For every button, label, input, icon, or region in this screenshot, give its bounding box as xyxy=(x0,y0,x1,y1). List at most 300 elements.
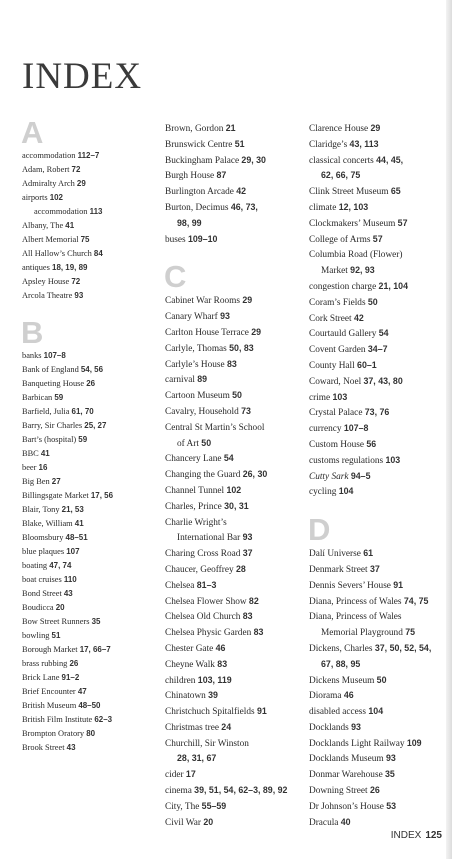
index-entry xyxy=(165,799,300,815)
entry-pages: 102 xyxy=(49,193,63,202)
entry-term: Chelsea Flower Show xyxy=(165,596,249,607)
index-entry xyxy=(165,483,300,499)
entry-term: Courtauld Gallery xyxy=(309,329,379,340)
entry-term: British Museum xyxy=(22,701,79,710)
entry-term: Cutty Sark xyxy=(309,471,351,482)
entry-term: Civil War xyxy=(165,817,204,828)
index-entry xyxy=(309,720,449,736)
index-entry xyxy=(165,720,300,736)
entry-pages: 27 xyxy=(51,477,61,486)
index-entry xyxy=(309,295,449,311)
entry-term: Brunswick Centre xyxy=(165,139,235,150)
entry-term: banks xyxy=(22,351,44,360)
entry-term: Admiralty Arch xyxy=(22,179,77,188)
index-entry xyxy=(22,517,157,531)
index-entry xyxy=(309,405,449,421)
index-entry xyxy=(309,562,449,578)
entry-pages: 17, 66–7 xyxy=(79,645,111,654)
entry-term: cider xyxy=(165,770,186,781)
entry-pages: 50 xyxy=(232,390,242,401)
entry-term: Brown, Gordon xyxy=(165,124,226,134)
index-entry xyxy=(22,475,157,489)
index-entry xyxy=(165,293,300,309)
entry-term: bowling xyxy=(22,631,52,640)
entry-term: Dennis Severs’ House xyxy=(309,580,394,591)
entry-term: Bart’s (hospital) xyxy=(22,435,79,444)
entry-term: antiques xyxy=(22,263,53,272)
entry-pages: 109 xyxy=(406,737,422,748)
entry-pages: 26 xyxy=(69,659,79,668)
entry-term: Banqueting House xyxy=(22,379,87,388)
index-subentry xyxy=(309,263,449,279)
entry-term: Dracula xyxy=(309,817,341,828)
entry-term: Denmark Street xyxy=(309,564,370,575)
entry-pages: 41 xyxy=(65,221,75,230)
entry-pages: 94–5 xyxy=(350,470,371,481)
index-entry xyxy=(165,736,300,752)
section-letter-b: B xyxy=(21,315,44,350)
entry-term: Docklands xyxy=(309,722,352,733)
index-entry xyxy=(22,149,157,163)
entry-pages: 92, 93 xyxy=(350,265,375,276)
entry-pages: 43, 113 xyxy=(349,138,379,149)
entry-term: boating xyxy=(22,561,50,570)
entry-term: climate xyxy=(309,202,339,213)
index-entry xyxy=(309,484,449,500)
index-entry xyxy=(165,341,300,357)
entry-pages: 50 xyxy=(376,674,387,685)
entry-pages: 46 xyxy=(343,690,354,701)
index-entry xyxy=(309,358,449,374)
index-entry xyxy=(22,219,157,233)
entry-pages: 34–7 xyxy=(367,344,388,355)
index-entry xyxy=(165,388,300,404)
entry-pages: 42 xyxy=(236,186,247,197)
entry-term: currency xyxy=(309,424,344,435)
entry-pages: 112–7 xyxy=(77,151,100,160)
entry-term: Carlton House Terrace xyxy=(165,327,252,338)
index-entry xyxy=(22,289,157,303)
entry-pages: 39 xyxy=(208,690,218,701)
entry-pages: 56 xyxy=(366,438,377,449)
entry-term: carnival xyxy=(165,375,198,386)
index-subentry xyxy=(309,625,449,641)
index-entry xyxy=(165,325,300,341)
entry-term: Market xyxy=(321,266,351,277)
entry-term: Blake, William xyxy=(22,519,75,528)
index-column-3 xyxy=(309,121,449,830)
entry-term: Carlyle, Thomas xyxy=(165,343,230,354)
entry-term: accommodation xyxy=(34,207,90,216)
entry-pages: 42 xyxy=(353,312,364,323)
entry-term: Albany, The xyxy=(22,221,66,230)
index-entry xyxy=(309,311,449,327)
entry-pages: 62–3 xyxy=(94,715,113,724)
entry-pages: 109–10 xyxy=(187,233,218,244)
entry-pages: 91 xyxy=(393,579,404,590)
index-subentry xyxy=(309,657,449,673)
index-entry xyxy=(309,232,449,248)
entry-pages: 83 xyxy=(253,627,264,638)
entry-term: Downing Street xyxy=(309,786,370,797)
entry-pages: 54 xyxy=(378,328,389,339)
index-entry xyxy=(22,671,157,685)
entry-term: Changing the Guard xyxy=(165,470,243,481)
entry-term: All Hallow’s Church xyxy=(22,249,94,258)
entry-term: Bond Street xyxy=(22,589,64,598)
entry-pages: 43 xyxy=(63,589,73,598)
index-entry xyxy=(309,184,449,200)
index-entry xyxy=(165,688,300,704)
index-entry xyxy=(22,419,157,433)
index-entry xyxy=(165,609,300,625)
index-entry xyxy=(22,247,157,261)
entry-pages: 43 xyxy=(66,743,76,752)
index-entry xyxy=(309,137,449,153)
index-entry xyxy=(309,437,449,453)
entry-term: College of Arms xyxy=(309,234,373,245)
entry-term: Docklands Light Railway xyxy=(309,738,407,749)
index-column-2 xyxy=(165,121,300,830)
index-entry xyxy=(22,727,157,741)
index-entry xyxy=(22,601,157,615)
entry-pages: 18, 19, 89 xyxy=(52,263,88,272)
entry-term: Buckingham Palace xyxy=(165,155,242,166)
entry-term: Covent Garden xyxy=(309,345,368,356)
index-entry xyxy=(165,137,300,153)
index-subentry xyxy=(165,436,300,452)
entry-pages: 30, 31 xyxy=(224,500,249,511)
index-entry xyxy=(22,177,157,191)
entry-term: Bloomsbury xyxy=(22,533,66,542)
index-entry xyxy=(22,545,157,559)
index-entry xyxy=(22,629,157,643)
index-subentry xyxy=(309,168,449,184)
entry-pages: 73, 76 xyxy=(364,407,390,418)
entry-term: Burgh House xyxy=(165,171,217,182)
entry-pages: 82 xyxy=(248,595,259,606)
entry-pages: 29 xyxy=(370,123,381,133)
index-entry xyxy=(309,421,449,437)
entry-term: Blair, Tony xyxy=(22,505,62,514)
entry-pages: 103 xyxy=(332,391,348,402)
index-entry xyxy=(22,447,157,461)
index-column-1 xyxy=(22,117,157,755)
entry-pages: 48–50 xyxy=(78,701,101,710)
entry-pages: 35 xyxy=(91,617,101,626)
entry-term: Arcola Theatre xyxy=(22,291,75,300)
entry-term: Brief Encounter xyxy=(22,687,78,696)
entry-pages: 91–2 xyxy=(61,673,80,682)
index-entry xyxy=(165,673,300,689)
entry-term: Brook Street xyxy=(22,743,67,752)
index-entry xyxy=(165,641,300,657)
entry-term: British Film Institute xyxy=(22,715,95,724)
entry-pages: 103, 119 xyxy=(197,674,232,685)
entry-term: Clarence House xyxy=(309,124,371,134)
entry-term: cycling xyxy=(309,487,339,498)
index-entry xyxy=(309,546,449,562)
index-entry xyxy=(309,326,449,342)
entry-term: Dr Johnson’s House xyxy=(309,801,387,812)
entry-term: Channel Tunnel xyxy=(165,485,227,496)
entry-pages: 74, 75 xyxy=(403,595,429,606)
entry-pages: 26, 30 xyxy=(242,469,268,480)
entry-term: Bow Street Runners xyxy=(22,617,92,626)
entry-pages: 29 xyxy=(242,295,253,306)
entry-term: boat cruises xyxy=(22,575,64,584)
index-entry xyxy=(22,657,157,671)
entry-pages: 20 xyxy=(55,603,65,612)
entry-term: Charing Cross Road xyxy=(165,549,243,560)
entry-pages: 16 xyxy=(38,463,48,472)
entry-term: Cork Street xyxy=(309,313,354,324)
entry-pages: 53 xyxy=(386,800,397,811)
entry-term: beer xyxy=(22,463,39,472)
index-entry xyxy=(22,233,157,247)
entry-term: accommodation xyxy=(22,151,78,160)
index-entry xyxy=(165,309,300,325)
entry-pages: 47 xyxy=(77,687,87,696)
entry-term: Diana, Princess of Wales xyxy=(309,612,402,623)
entry-pages: 46 xyxy=(215,642,226,653)
index-entry xyxy=(309,609,449,625)
entry-pages: 93 xyxy=(74,291,84,300)
entry-pages: 61, 70 xyxy=(71,407,94,416)
index-entry xyxy=(165,578,300,594)
entry-term: International Bar xyxy=(177,533,243,544)
page-title: INDEX xyxy=(22,56,143,97)
index-entry xyxy=(165,121,300,137)
index-entry xyxy=(165,467,300,483)
index-entry xyxy=(22,741,157,755)
index-entry xyxy=(22,559,157,573)
entry-term: Adam, Robert xyxy=(22,165,72,174)
entry-term: Dickens Museum xyxy=(309,675,377,686)
entry-pages: 55–59 xyxy=(201,800,227,811)
index-entry xyxy=(22,643,157,657)
index-entry xyxy=(309,453,449,469)
index-entry xyxy=(22,573,157,587)
entry-pages: 54 xyxy=(223,453,234,464)
entry-pages: 35 xyxy=(385,769,395,780)
entry-pages: 21, 104 xyxy=(378,280,409,291)
index-entry xyxy=(309,216,449,232)
index-entry xyxy=(309,688,449,704)
index-entry xyxy=(309,673,449,689)
index-entry xyxy=(22,685,157,699)
entry-pages: 102 xyxy=(226,484,242,495)
entry-term: Barbican xyxy=(22,393,55,402)
entry-pages: 83 xyxy=(242,611,253,622)
index-entry xyxy=(22,275,157,289)
index-entry xyxy=(22,587,157,601)
entry-pages: 72 xyxy=(71,277,81,286)
entry-term: Donmar Warehouse xyxy=(309,770,386,781)
index-entry xyxy=(165,783,300,799)
entry-term: Coram’s Fields xyxy=(309,297,368,308)
entry-pages: 73 xyxy=(241,405,251,416)
index-entry xyxy=(22,163,157,177)
entry-pages: 50 xyxy=(201,437,212,448)
index-entry xyxy=(165,594,300,610)
entry-pages: 59 xyxy=(54,393,64,402)
entry-pages: 57 xyxy=(397,217,408,228)
entry-pages: 41 xyxy=(40,449,50,458)
entry-pages: 104 xyxy=(368,706,384,717)
entry-pages: 24 xyxy=(221,721,232,732)
entry-pages: 107–8 xyxy=(43,351,66,360)
entry-term: City, The xyxy=(165,801,202,812)
section-letter-d: D xyxy=(308,512,331,548)
entry-term: disabled access xyxy=(309,707,369,718)
entry-term: Chelsea Physic Garden xyxy=(165,628,254,639)
entry-term: cinema xyxy=(165,786,195,797)
entry-pages: 84 xyxy=(93,249,103,258)
index-entry xyxy=(22,615,157,629)
entry-term: Cabinet War Rooms xyxy=(165,296,243,307)
index-entry xyxy=(165,372,300,388)
entry-pages: 50 xyxy=(367,296,378,307)
index-entry xyxy=(22,433,157,447)
entry-pages: 29 xyxy=(76,179,86,188)
index-entry xyxy=(309,751,449,767)
entry-pages: 93 xyxy=(242,532,253,543)
entry-pages: 44, 45, xyxy=(376,154,404,165)
entry-pages: 41 xyxy=(74,519,84,528)
entry-pages: 83 xyxy=(217,658,228,669)
index-entry xyxy=(165,168,300,184)
entry-pages: 47, 74 xyxy=(49,561,72,570)
index-entry xyxy=(309,799,449,815)
entry-pages: 72 xyxy=(71,165,81,174)
footer-label: INDEX xyxy=(390,830,422,841)
entry-pages: 89 xyxy=(197,374,208,385)
entry-term: Burton, Decimus xyxy=(165,202,231,213)
index-entry xyxy=(165,625,300,641)
entry-pages: 93 xyxy=(351,721,361,732)
entry-term: Dalí Universe xyxy=(309,549,364,560)
entry-term: Charles, Prince xyxy=(165,501,225,512)
entry-term: customs regulations xyxy=(309,455,386,466)
entry-term: congestion charge xyxy=(309,281,379,292)
entry-term: Chelsea xyxy=(165,580,197,591)
entry-term: Crystal Palace xyxy=(309,408,365,419)
entry-pages: 17 xyxy=(185,769,196,780)
entry-term: Chester Gate xyxy=(165,643,216,654)
entry-term: Coward, Noel xyxy=(309,376,364,387)
entry-pages: 104 xyxy=(338,486,354,497)
entry-term: Chelsea Old Church xyxy=(165,612,243,623)
entry-term: Barfield, Julia xyxy=(22,407,72,416)
section-letter-c: C xyxy=(164,259,187,295)
entry-term: Albert Memorial xyxy=(22,235,81,244)
entry-term: Churchill, Sir Winston xyxy=(165,738,249,749)
entry-pages: 98, 99 xyxy=(177,217,202,228)
entry-pages: 37 xyxy=(242,548,253,559)
index-entry xyxy=(165,767,300,783)
entry-pages: 21 xyxy=(225,123,236,133)
index-subentry xyxy=(165,530,300,546)
entry-pages: 61 xyxy=(363,548,374,559)
index-entry xyxy=(22,191,157,205)
entry-pages: 93 xyxy=(385,753,396,764)
index-entry xyxy=(309,200,449,216)
entry-term: Chinatown xyxy=(165,691,209,702)
entry-pages: 87 xyxy=(216,170,227,181)
entry-term: classical concerts xyxy=(309,155,377,166)
entry-pages: 21, 53 xyxy=(61,505,84,514)
index-entry xyxy=(309,594,449,610)
entry-pages: 93 xyxy=(220,311,230,322)
entry-term: Billingsgate Market xyxy=(22,491,91,500)
entry-term: Dickens, Charles xyxy=(309,643,375,654)
entry-pages: 51 xyxy=(51,631,61,640)
entry-term: Boudicca xyxy=(22,603,56,612)
entry-term: Central St Martin’s School xyxy=(165,422,265,433)
index-entry xyxy=(22,377,157,391)
index-entry xyxy=(309,767,449,783)
entry-pages: 83 xyxy=(226,358,237,369)
entry-pages: 28 xyxy=(235,563,246,574)
entry-term: Barry, Sir Charles xyxy=(22,421,85,430)
entry-term: Cheyne Walk xyxy=(165,659,218,670)
page-number: 125 xyxy=(425,830,442,841)
entry-term: buses xyxy=(165,234,188,245)
entry-pages: 39, 51, 54, 62–3, 89, 92 xyxy=(194,785,288,796)
entry-pages: 110 xyxy=(63,575,77,584)
entry-pages: 37, 50, 52, 54, xyxy=(374,642,432,653)
index-entry xyxy=(309,578,449,594)
entry-pages: 107–8 xyxy=(343,423,369,434)
entry-term: Clink Street Museum xyxy=(309,187,391,198)
index-entry xyxy=(22,713,157,727)
entry-term: children xyxy=(165,675,198,686)
index-entry xyxy=(309,247,449,263)
entry-term: Custom House xyxy=(309,439,367,450)
index-entry xyxy=(22,531,157,545)
entry-term: Diana, Princess of Wales xyxy=(309,596,404,607)
entry-term: brass rubbing xyxy=(22,659,70,668)
entry-term: Claridge’s xyxy=(309,139,350,150)
entry-pages: 57 xyxy=(372,233,383,244)
index-entry xyxy=(309,736,449,752)
entry-pages: 107 xyxy=(66,547,80,556)
page-footer xyxy=(391,830,442,841)
entry-term: Christmas tree xyxy=(165,722,222,733)
entry-term: Brick Lane xyxy=(22,673,62,682)
entry-pages: 17, 56 xyxy=(90,491,114,500)
entry-term: Brompton Oratory xyxy=(22,729,87,738)
entry-pages: 80 xyxy=(86,729,96,738)
entry-pages: 37 xyxy=(369,563,380,574)
entry-term: crime xyxy=(309,392,333,403)
index-entry xyxy=(165,232,300,248)
entry-pages: 20 xyxy=(203,816,214,827)
entry-term: Clockmakers’ Museum xyxy=(309,218,398,229)
section-letter-a: A xyxy=(21,115,44,150)
entry-pages: 46, 73, xyxy=(230,201,258,212)
entry-pages: 65 xyxy=(390,186,401,197)
entry-term: of Art xyxy=(177,438,202,449)
index-entry xyxy=(22,699,157,713)
entry-pages: 75 xyxy=(405,627,416,638)
index-entry xyxy=(309,390,449,406)
entry-term: Chancery Lane xyxy=(165,454,224,465)
index-entry xyxy=(165,420,300,436)
index-entry xyxy=(22,349,157,363)
entry-pages: 29 xyxy=(251,326,262,337)
